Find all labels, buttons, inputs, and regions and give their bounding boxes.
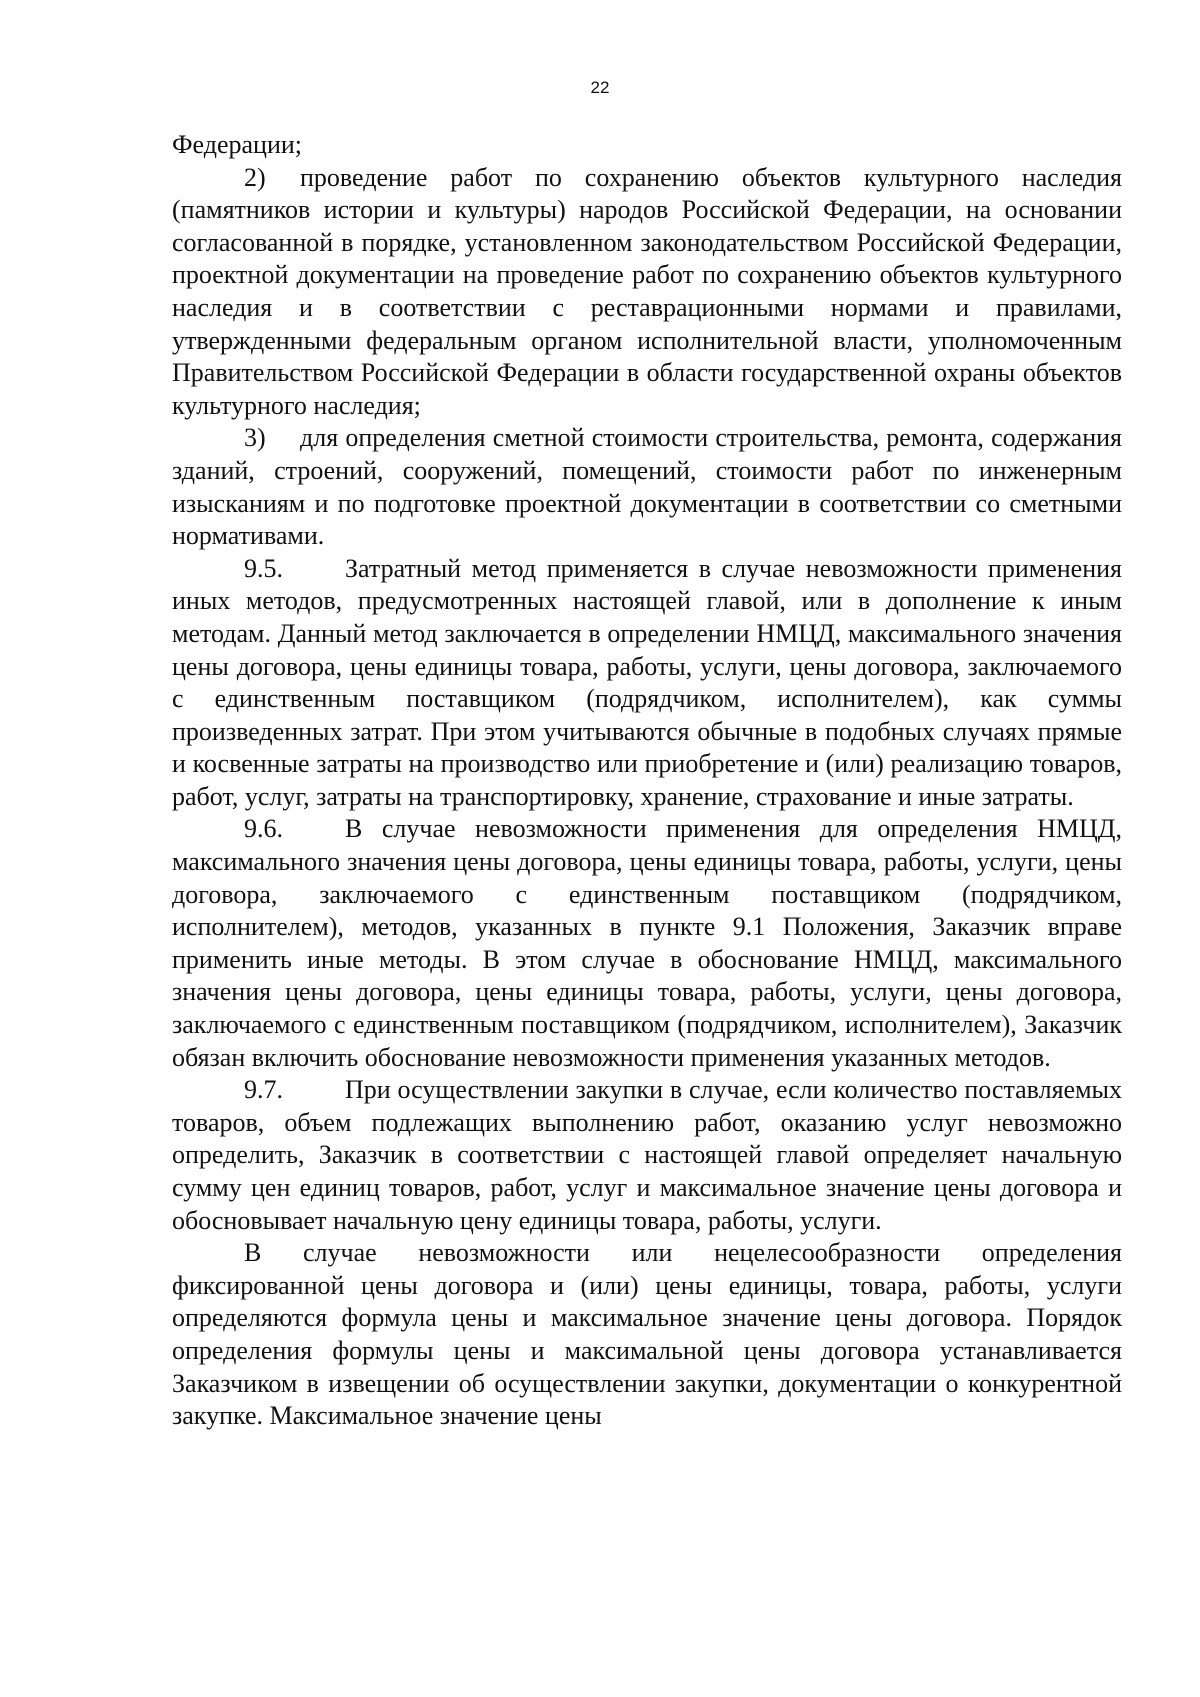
paragraph-text: для определения сметной стоимости строительства, ремонта, содержания зданий, строений, сооружений, помещений, стоимости работ по инженерным изысканиям и по подготовке проектной документации в соответствии со сметными нормативами. bbox=[172, 423, 1122, 551]
clause-9-7 bbox=[172, 1074, 1122, 1237]
paragraph-continuation bbox=[172, 129, 1122, 162]
list-item-2 bbox=[172, 162, 1122, 423]
paragraph-text: Затратный метод применяется в случае невозможности применения иных методов, предусмотренных настоящей главой, или в дополнение к иным методам. Данный метод заключается в определении НМЦД, максимального значения цены договора, цены единицы товара, работы, услуги, цены договора, заключаемого с единственным поставщиком (подрядчиком, исполнителем), как суммы произведенных затрат. При этом учитываются обычные в подобных случаях прямые и косвенные затраты на производство или приобретение и (или) реализацию товаров, работ, услуг, затраты на транспортировку, хранение, страхование и иные затраты. bbox=[172, 553, 1122, 811]
paragraph-text: При осуществлении закупки в случае, если количество поставляемых товаров, объем подлежащих выполнению работ, оказанию услуг невозможно определить, Заказчик в соответствии с настоящей главой определяет начальную сумму цен единиц товаров, работ, услуг и максимальное значение цены договора и обосновывает начальную цену единицы товара, работы, услуги. bbox=[172, 1075, 1122, 1235]
paragraph-text: В случае невозможности или нецелесообразности определения фиксированной цены договора и (или) цены единицы, товара, работы, услуги определяются формула цены и максимальное значение цены договора. Порядок определения формулы цены и максимальной цены договора устанавливается Заказчиком в извещении об осуществлении закупки, документации о конкурентной закупке. Максимальное значение цены bbox=[172, 1238, 1122, 1431]
clause-9-5 bbox=[172, 553, 1122, 814]
paragraph-text: проведение работ по сохранению объектов культурного наследия (памятников истории и культуры) народов Российской Федерации, на основании согласованной в порядке, установленном законодательством Российской Федерации, проектной документации на проведение работ по сохранению объектов культурного наследия и в соответствии с реставрационными нормами и правилами, утвержденными федеральным органом исполнительной власти, уполномоченным Правительством Российской Федерации в области государственной охраны объектов культурного наследия; bbox=[172, 162, 1122, 420]
paragraph-formula-price bbox=[172, 1237, 1122, 1433]
clause-9-6 bbox=[172, 813, 1122, 1074]
paragraph-text: Федерации; bbox=[172, 130, 303, 159]
page-number: 22 bbox=[590, 78, 610, 97]
list-item-number: 3) bbox=[244, 423, 266, 453]
list-item-number: 2) bbox=[244, 162, 266, 192]
document-body bbox=[172, 129, 1122, 1433]
clause-number: 9.6. bbox=[244, 814, 283, 844]
paragraph-text: В случае невозможности применения для определения НМЦД, максимального значения цены договора, цены единицы товара, работы, услуги, цены договора, заключаемого с единственным поставщиком (подрядчиком, исполнителем), методов, указанных в пункте 9.1 Положения, Заказчик вправе применить иные методы. В этом случае в обоснование НМЦД, максимального значения цены договора, цены единицы товара, работы, услуги, цены договора, заключаемого с единственным поставщиком (подрядчиком, исполнителем), Заказчик обязан включить обоснование невозможности применения указанных методов. bbox=[172, 814, 1122, 1072]
clause-number: 9.7. bbox=[244, 1075, 283, 1105]
list-item-3 bbox=[172, 422, 1122, 552]
clause-number: 9.5. bbox=[244, 553, 283, 583]
